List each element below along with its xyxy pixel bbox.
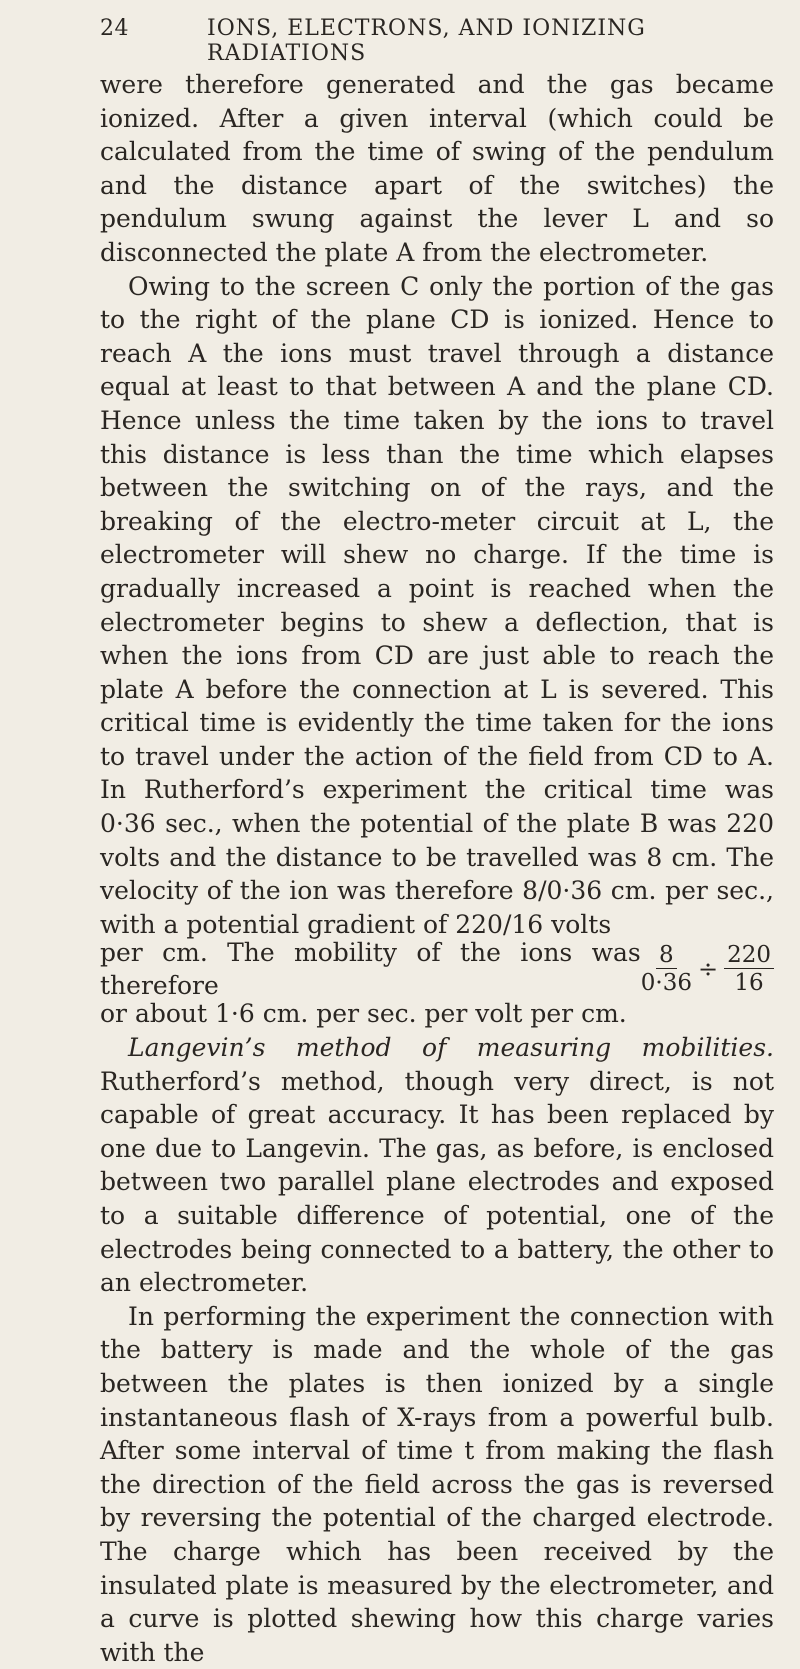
fraction-numerator: 220: [724, 944, 774, 969]
page-header: [100, 0, 774, 66]
paragraph-2: Owing to the screen C only the portion of the gas to the right of the plane CD is ionized. Hence to reach A the ions must travel through a distance equal at least to that between A and the plane CD. Hence unless the time taken by the ions to travel this distance is less than the time which elapses between the switching on of the rays, and the breaking of the electro-meter circuit at L, the electrometer will shew no charge. If the time is gradually increased a point is reached when the electrometer begins to shew a deflection, that is when the ions from CD are just able to reach the plate A before the connection at L is severed. This critical time is evidently the time taken for the ions to travel under the action of the field from CD to A. In Rutherford’s experiment the critical time was 0·36 sec., when the potential of the plate B was 220 volts and the distance to be travelled was 8 cm. The velocity of the ion was therefore 8/0·36 cm. per sec., with a potential gradient of 220/16 volts: [100, 271, 774, 939]
fraction-velocity: [640, 942, 692, 997]
page-number: 24: [100, 16, 129, 41]
division-operator: ÷: [697, 954, 719, 983]
paragraph-1: were therefore generated and the gas became ionized. After a given interval (which could be calculated from the time of swing of the pendulum and the distance apart of the switches) the pendulum swung against the lever L and so disconnected the plate A from the electrometer.: [100, 70, 774, 267]
paragraph-3: [100, 1031, 774, 1300]
mobility-formula-line: [100, 937, 774, 1001]
section-heading: Langevin’s method of measuring mobilities.: [128, 1033, 774, 1063]
paragraph-3-text: Rutherford’s method, though very direct, is not capable of great accuracy. It has been replaced by one due to Langevin. The gas, as before, is enclosed between two parallel plane electrodes and exposed to a suitable difference of potential, one of the electrodes being connected to a battery, the other to an electrometer.: [100, 1066, 774, 1298]
fraction-denominator: 0·36: [640, 970, 692, 997]
mobility-formula: [640, 942, 774, 997]
running-head: IONS, ELECTRONS, AND IONIZING RADIATIONS: [207, 16, 646, 66]
formula-continuation: or about 1·6 cm. per sec. per volt per cm.: [100, 999, 627, 1029]
formula-lead-text: per cm. The mobility of the ions was therefore: [100, 937, 641, 1001]
fraction-gradient: [724, 942, 774, 997]
paragraph-4: In performing the experiment the connection with the battery is made and the whole of the gas between the plates is then ionized by a single instantaneous flash of X-rays from a powerful bulb. After some interval of time t from making the flash the direction of the field across the gas is reversed by reversing the potential of the charged electrode. The charge which has been received by the insulated plate is measured by the electrometer, and a curve is plotted shewing how this charge varies with the: [100, 1301, 774, 1667]
fraction-numerator: 8: [656, 944, 677, 969]
body-text: [100, 68, 774, 1669]
fraction-denominator: 16: [734, 970, 764, 997]
